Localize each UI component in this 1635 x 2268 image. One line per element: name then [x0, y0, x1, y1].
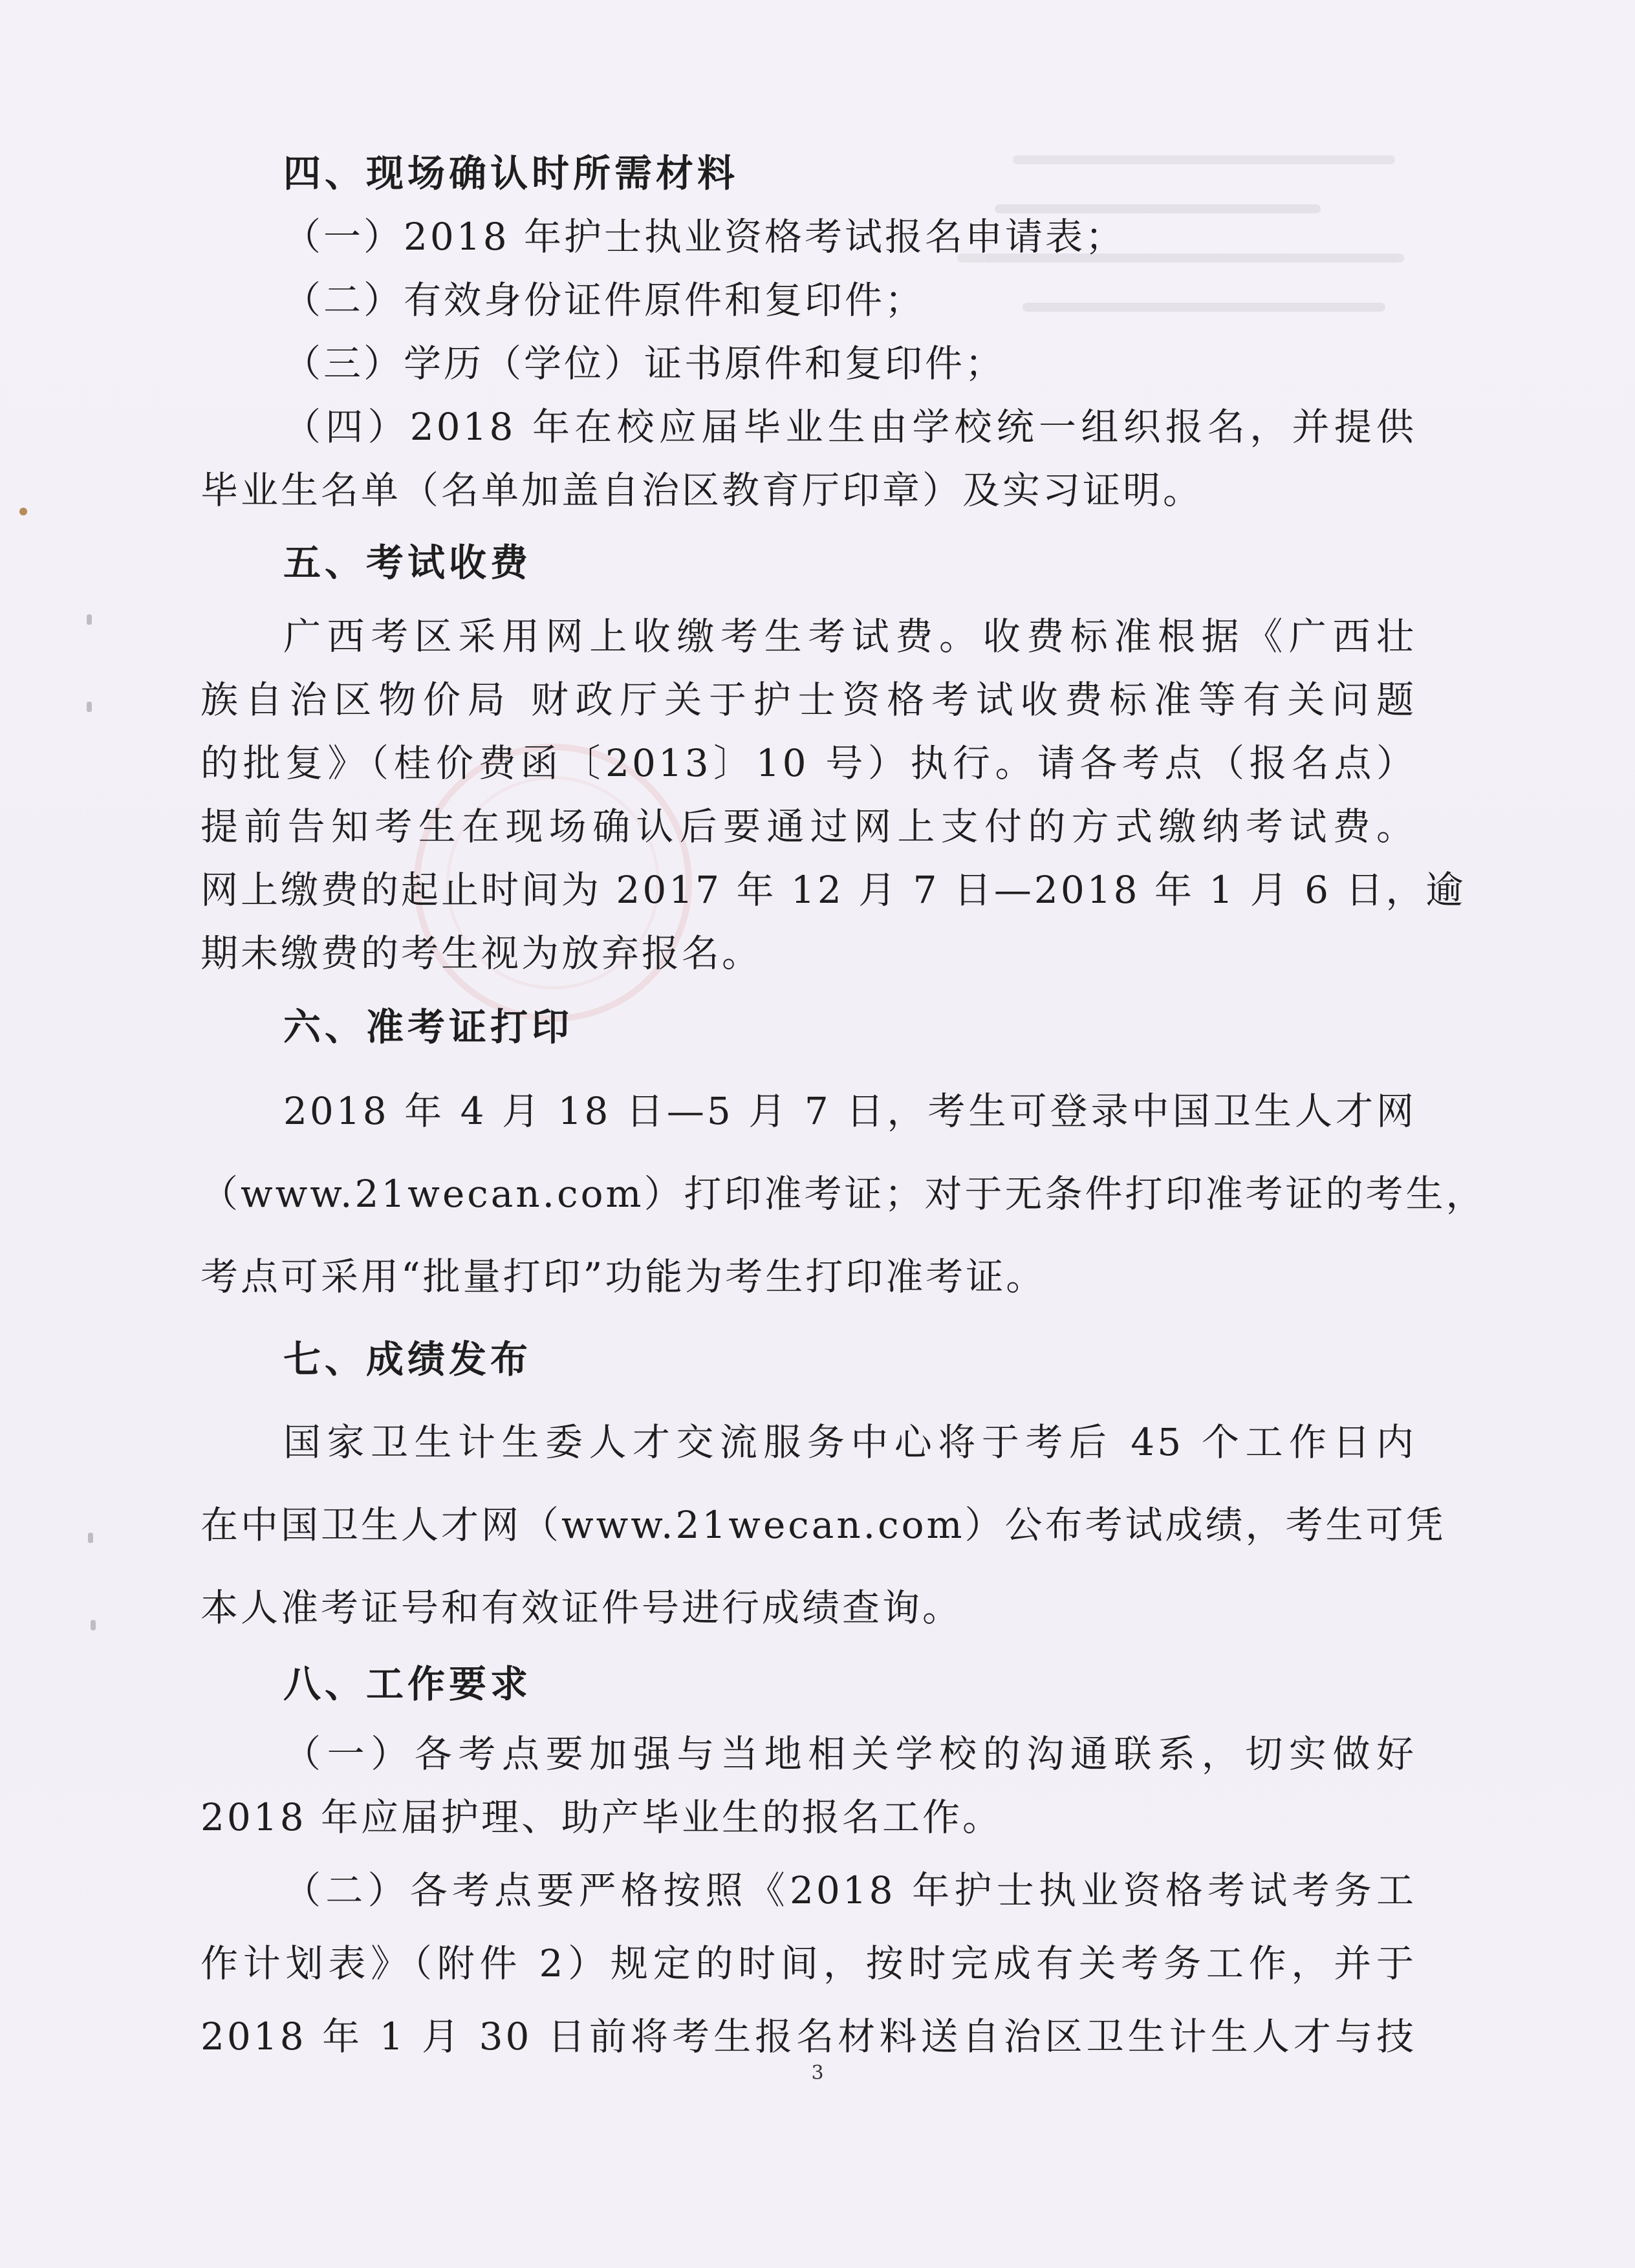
paragraph-line: 期未缴费的考生视为放弃报名。	[200, 931, 763, 975]
paragraph-line: （二）有效身份证件原件和复印件；	[283, 278, 926, 322]
paragraph-line: 的批复》（桂价费函〔2013〕10 号）执行。请各考点（报名点）	[200, 741, 1416, 785]
paragraph-line: （三）学历（学位）证书原件和复印件；	[283, 341, 1006, 385]
paragraph-line: 考点可采用“批量打印”功能为考生打印准考证。	[200, 1255, 1046, 1299]
paragraph-line: 2018 年 4 月 18 日—5 月 7 日，考生可登录中国卫生人才网	[283, 1089, 1416, 1133]
paragraph-line: 2018 年应届护理、助产毕业生的报名工作。	[200, 1795, 1003, 1839]
paragraph-line: 2018 年 1 月 30 日前将考生报名材料送自治区卫生计生人才与技	[200, 2014, 1416, 2058]
page-number: 3	[811, 2062, 824, 2084]
paragraph-line: 广西考区采用网上收缴考生考试费。收费标准根据《广西壮	[283, 614, 1416, 658]
binding-mark	[87, 702, 92, 712]
section-heading-requirements: 八、工作要求	[283, 1662, 532, 1706]
paragraph-line: 网上缴费的起止时间为 2017 年 12 月 7 日—2018 年 1 月 6 日，逾	[200, 868, 1466, 912]
section-heading-admission-ticket: 六、准考证打印	[283, 1005, 574, 1049]
paragraph-line: （www.21wecan.com）打印准考证；对于无条件打印准考证的考生，	[200, 1172, 1486, 1216]
paragraph-line: （二）各考点要严格按照《2018 年护士执业资格考试考务工	[283, 1868, 1416, 1912]
binding-mark	[91, 1620, 96, 1630]
paragraph-line: （四）2018 年在校应届毕业生由学校统一组织报名，并提供	[283, 405, 1416, 449]
paragraph-line: 作计划表》（附件 2）规定的时间，按时完成有关考务工作，并于	[200, 1941, 1416, 1985]
binding-mark	[87, 614, 92, 625]
binding-mark	[88, 1533, 93, 1543]
paragraph-line: 在中国卫生人才网（www.21wecan.com）公布考试成绩，考生可凭	[200, 1503, 1446, 1547]
section-heading-materials: 四、现场确认时所需材料	[283, 151, 739, 195]
paragraph-line: 本人准考证号和有效证件号进行成绩查询。	[200, 1586, 963, 1630]
paragraph-line: （一）各考点要加强与当地相关学校的沟通联系，切实做好	[283, 1732, 1416, 1776]
paragraph-line: 提前告知考生在现场确认后要通过网上支付的方式缴纳考试费。	[200, 805, 1416, 848]
section-heading-fees: 五、考试收费	[283, 541, 532, 585]
ink-spot	[19, 508, 27, 515]
section-heading-results: 七、成绩发布	[283, 1337, 532, 1381]
paragraph-line: 国家卫生计生委人才交流服务中心将于考后 45 个工作日内	[283, 1420, 1416, 1464]
paragraph-line: （一）2018 年护士执业资格考试报名申请表；	[283, 215, 1126, 259]
paragraph-line: 毕业生名单（名单加盖自治区教育厅印章）及实习证明。	[200, 468, 1204, 512]
paragraph-line: 族自治区物价局 财政厅关于护士资格考试收费标准等有关问题	[200, 678, 1416, 722]
